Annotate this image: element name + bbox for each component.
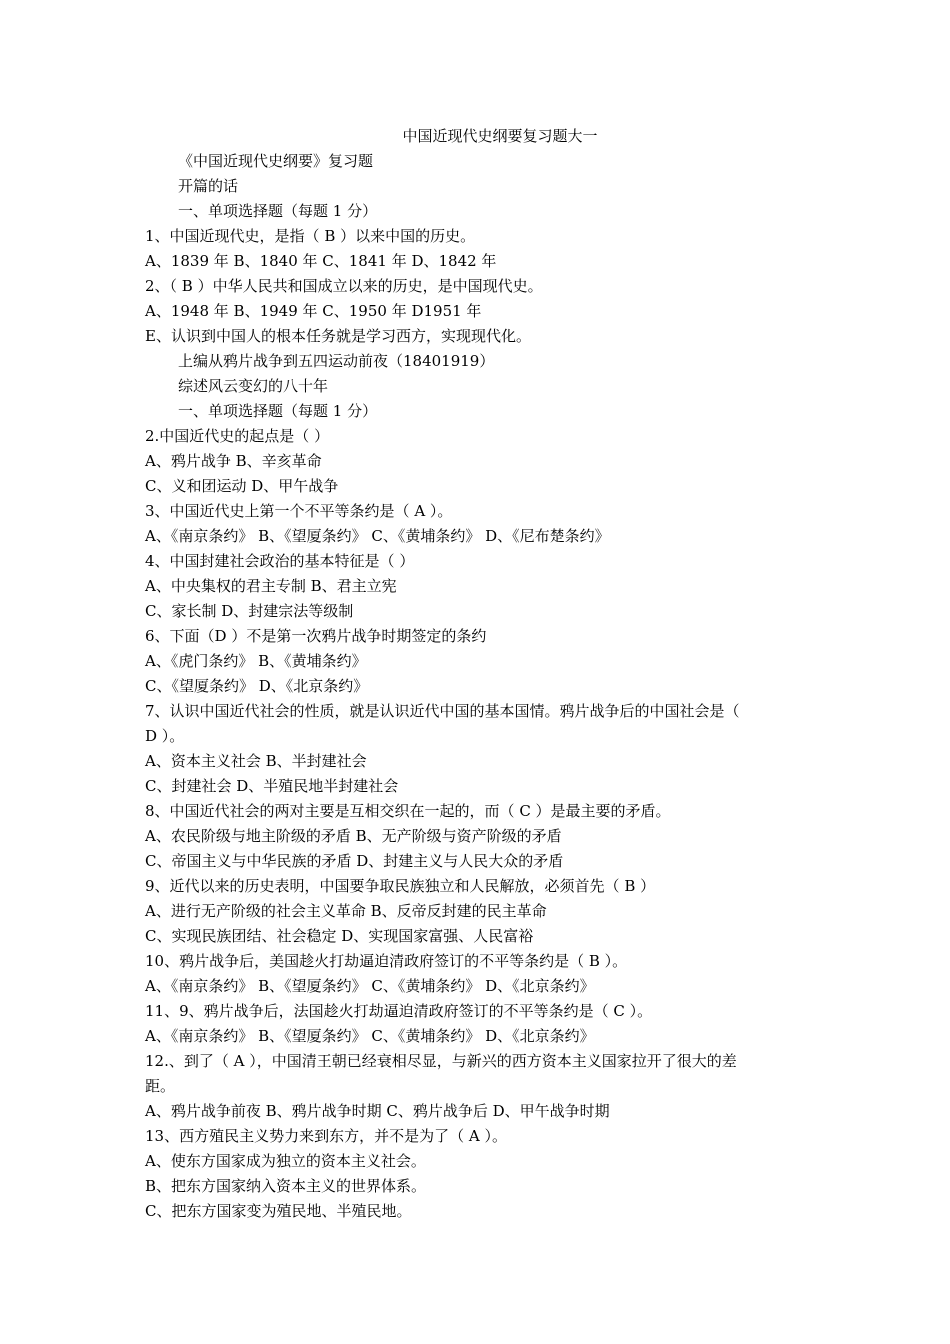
text-line: A、《南京条约》 B、《望厦条约》 C、《黄埔条约》 D、《北京条约》 bbox=[145, 1027, 595, 1045]
text-line: A、农民阶级与地主阶级的矛盾 B、无产阶级与资产阶级的矛盾 bbox=[145, 827, 562, 845]
text-line: 一、单项选择题（每题 1 分） bbox=[178, 402, 378, 420]
text-line: 12.、到了（ A ），中国清王朝已经衰相尽显，与新兴的西方资本主义国家拉开了很大的差 bbox=[145, 1052, 737, 1070]
text-line: 7、认识中国近代社会的性质，就是认识近代中国的基本国情。鸦片战争后的中国社会是（ bbox=[145, 702, 740, 720]
text-line: 开篇的话 bbox=[178, 177, 239, 195]
document-title: 中国近现代史纲要复习题大一 bbox=[402, 127, 598, 145]
text-line: 13、西方殖民主义势力来到东方，并不是为了（ A ）。 bbox=[145, 1127, 507, 1145]
text-line: A、使东方国家成为独立的资本主义社会。 bbox=[145, 1152, 426, 1170]
text-line: C、封建社会 D、半殖民地半封建社会 bbox=[145, 777, 399, 795]
text-line: A、中央集权的君主专制 B、君主立宪 bbox=[145, 577, 397, 595]
text-line: C、实现民族团结、社会稳定 D、实现国家富强、人民富裕 bbox=[145, 927, 534, 945]
text-line: 一、单项选择题（每题 1 分） bbox=[178, 202, 378, 220]
document-body bbox=[145, 149, 825, 1224]
document-page bbox=[145, 124, 825, 1224]
text-line: A、鸦片战争前夜 B、鸦片战争时期 C、鸦片战争后 D、甲午战争时期 bbox=[145, 1102, 610, 1120]
text-line: C、义和团运动 D、甲午战争 bbox=[145, 477, 339, 495]
text-line: 综述风云变幻的八十年 bbox=[178, 377, 329, 395]
text-line: 上编从鸦片战争到五四运动前夜（18401919） bbox=[178, 352, 495, 370]
text-line: C、帝国主义与中华民族的矛盾 D、封建主义与人民大众的矛盾 bbox=[145, 852, 564, 870]
text-line: 6、下面（D ）不是第一次鸦片战争时期签定的条约 bbox=[145, 627, 487, 645]
text-line: A、《虎门条约》 B、《黄埔条约》 bbox=[145, 652, 367, 670]
text-line: 2、（ B ）中华人民共和国成立以来的历史，是中国现代史。 bbox=[145, 277, 543, 295]
text-line: 2.中国近代史的起点是（ ） bbox=[145, 427, 330, 445]
text-line: C、把东方国家变为殖民地、半殖民地。 bbox=[145, 1202, 412, 1220]
text-line: 10、鸦片战争后，美国趁火打劫逼迫清政府签订的不平等条约是（ B ）。 bbox=[145, 952, 628, 970]
text-line: A、1839 年 B、1840 年 C、1841 年 D、1842 年 bbox=[145, 252, 497, 270]
text-line: C、家长制 D、封建宗法等级制 bbox=[145, 602, 354, 620]
text-line: C、《望厦条约》 D、《北京条约》 bbox=[145, 677, 369, 695]
text-line: A、《南京条约》 B、《望厦条约》 C、《黄埔条约》 D、《北京条约》 bbox=[145, 977, 595, 995]
text-line: 3、中国近代史上第一个不平等条约是（ A ）。 bbox=[145, 502, 453, 520]
text-line: A、《南京条约》 B、《望厦条约》 C、《黄埔条约》 D、《尼布楚条约》 bbox=[145, 527, 610, 545]
text-line: 距。 bbox=[145, 1077, 176, 1095]
text-line: A、进行无产阶级的社会主义革命 B、反帝反封建的民主革命 bbox=[145, 902, 547, 920]
text-line: 8、中国近代社会的两对主要是互相交织在一起的，而（ C ）是最主要的矛盾。 bbox=[145, 802, 671, 820]
text-line: 11、9、鸦片战争后，法国趁火打劫逼迫清政府签订的不平等条约是（ C ）。 bbox=[145, 1002, 653, 1020]
text-line: A、1948 年 B、1949 年 C、1950 年 D1951 年 bbox=[145, 302, 482, 320]
text-line: 9、近代以来的历史表明，中国要争取民族独立和人民解放，必须首先（ B ） bbox=[145, 877, 656, 895]
text-line: A、资本主义社会 B、半封建社会 bbox=[145, 752, 367, 770]
text-line: 《中国近现代史纲要》复习题 bbox=[178, 152, 374, 170]
text-line: B、把东方国家纳入资本主义的世界体系。 bbox=[145, 1177, 427, 1195]
text-line: E、认识到中国人的根本任务就是学习西方，实现现代化。 bbox=[145, 327, 531, 345]
text-line: D ）。 bbox=[145, 727, 185, 745]
text-line: A、鸦片战争 B、辛亥革命 bbox=[145, 452, 322, 470]
text-line: 4、中国封建社会政治的基本特征是（ ） bbox=[145, 552, 415, 570]
text-line: 1、中国近现代史，是指（ B ）以来中国的历史。 bbox=[145, 227, 476, 245]
